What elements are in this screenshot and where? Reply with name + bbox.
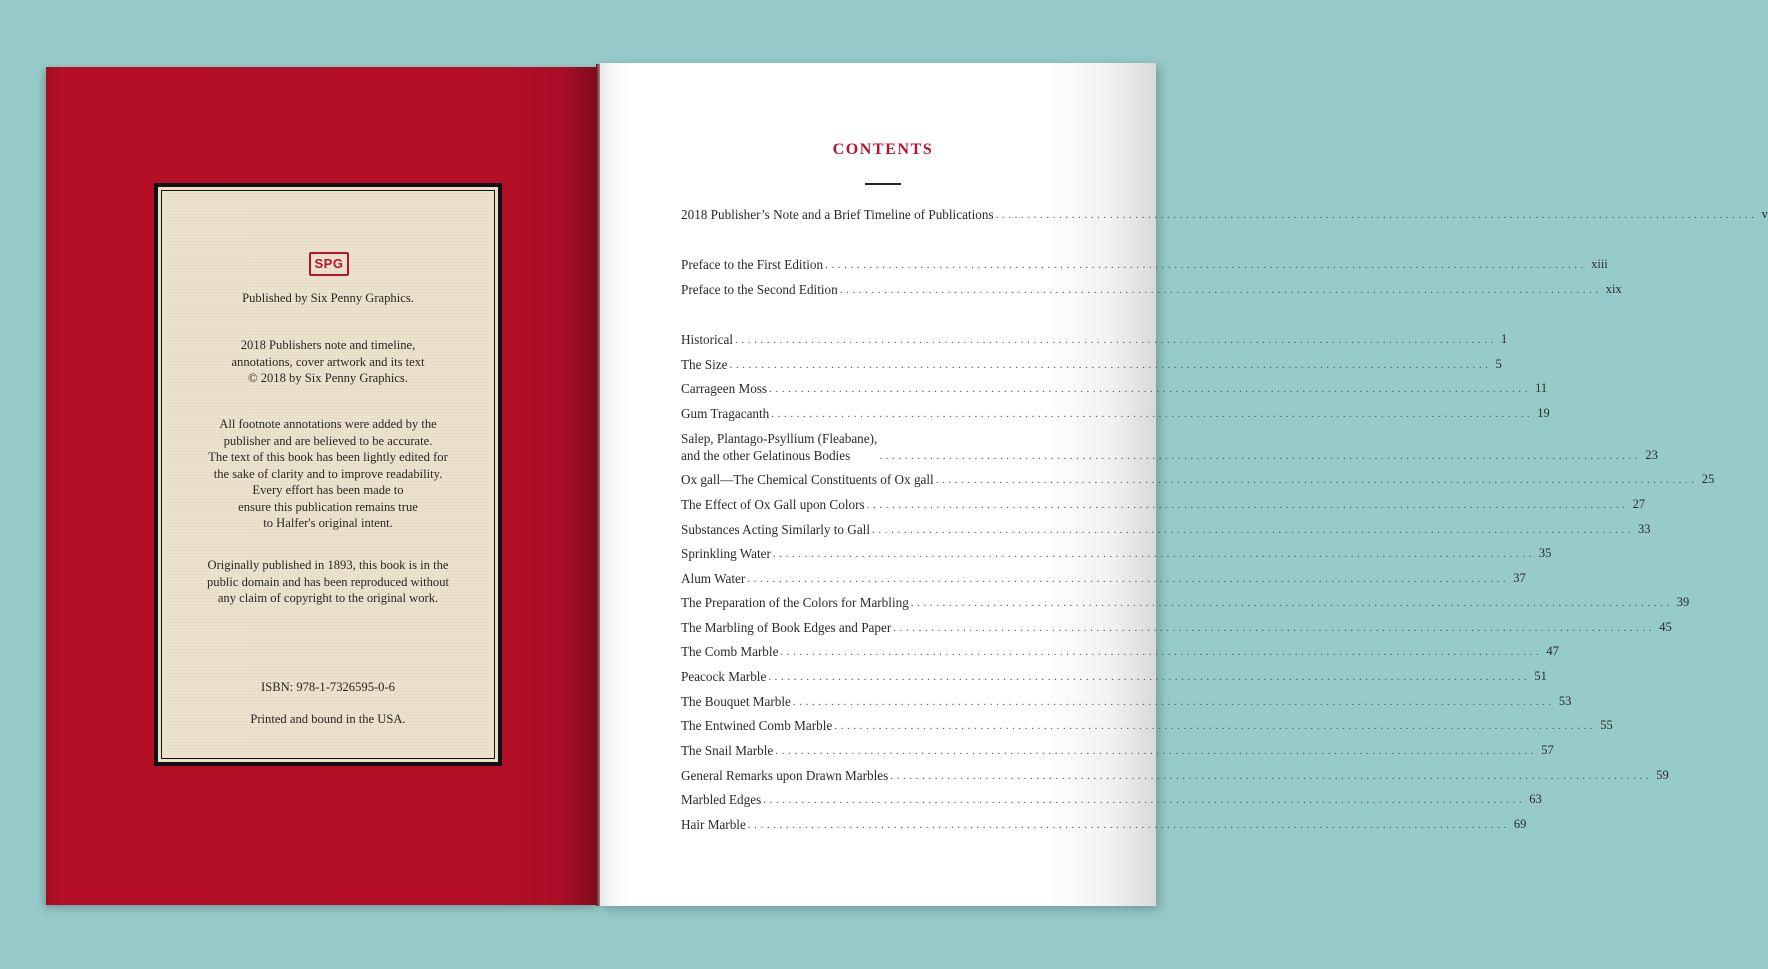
toc-entry xyxy=(681,742,1554,759)
toc-leader-dots: ........................................................................................................................ xyxy=(825,259,1588,271)
toc-entry xyxy=(681,496,1646,513)
toc-entry-title: Preface to the Second Edition xyxy=(681,282,838,297)
toc-entry-page: 19 xyxy=(1537,406,1550,420)
toc-leader-dots: ........................................................................................................................ xyxy=(771,408,1534,420)
public-domain-text: Originally published in 1893, this book is in the public domain and has been reproduced without any claim of copyright to the original work. xyxy=(206,558,449,605)
toc-leader-dots: ........................................................................................................................ xyxy=(890,770,1653,782)
toc-entry-page: xix xyxy=(1605,282,1622,296)
toc-entry xyxy=(681,206,1768,223)
toc-leader-dots: ........................................................................................................................ xyxy=(747,573,1510,585)
toc-leader-dots: ........................................................................................................................ xyxy=(763,794,1526,806)
toc-entry xyxy=(681,521,1651,538)
toc-entry-page: 27 xyxy=(1632,497,1646,511)
toc-entry xyxy=(681,693,1572,710)
toc-entry-title: Salep, Plantago-Psyllium (Fleabane), and the other Gelatinous Bodies xyxy=(681,431,878,463)
toc-leader-dots: ........................................................................................................................ xyxy=(775,745,1538,757)
toc-entry-page: xiii xyxy=(1591,257,1608,271)
isbn-text: ISBN: 978-1-7326595-0-6 xyxy=(261,680,395,694)
toc-entry-page: v xyxy=(1761,207,1768,221)
toc-entry xyxy=(681,430,1658,464)
toc-leader-dots: ........................................................................................................................ xyxy=(735,334,1498,346)
toc-entry-page: 59 xyxy=(1656,768,1669,782)
toc-entry xyxy=(681,545,1552,562)
toc-entry xyxy=(681,570,1526,587)
copyright-text: 2018 Publishers note and timeline, annotations, cover artwork and its text © 2018 by Six Penny Graphics. xyxy=(231,338,425,385)
toc-entry xyxy=(681,643,1559,660)
toc-leader-dots: ........................................................................................................................ xyxy=(935,474,1698,486)
toc-entry-title: Peacock Marble xyxy=(681,669,767,684)
toc-entry-title: Carrageen Moss xyxy=(681,381,768,396)
toc-leader-dots: ........................................................................................................................ xyxy=(747,819,1510,831)
toc-entry-page: 53 xyxy=(1558,694,1572,708)
toc-entry-page: 33 xyxy=(1638,522,1651,536)
toc-leader-dots: ........................................................................................................................ xyxy=(839,284,1602,296)
toc-entry-title: Marbled Edges xyxy=(681,792,762,807)
toc-entry-title: Alum Water xyxy=(681,571,746,586)
toc-entry-title: The Comb Marble xyxy=(681,644,779,659)
copyright-plate-frame xyxy=(154,183,502,766)
toc-entry-title: Preface to the First Edition xyxy=(681,257,824,272)
toc-entry-title: The Size xyxy=(681,357,728,372)
toc-entry-page: 5 xyxy=(1495,357,1502,371)
toc-entry xyxy=(681,816,1527,833)
toc-leader-dots: ........................................................................................................................ xyxy=(792,696,1555,708)
toc-entry-page: 63 xyxy=(1529,792,1542,806)
toc-entry-title: Sprinkling Water xyxy=(681,546,771,561)
toc-leader-dots: ........................................................................................................................ xyxy=(729,359,1492,371)
toc-entry xyxy=(681,256,1608,273)
toc-leader-dots: ........................................................................................................................ xyxy=(872,524,1635,536)
toc-leader-dots: ........................................................................................................................ xyxy=(772,548,1535,560)
toc-entry-page: 37 xyxy=(1513,571,1526,585)
toc-leader-dots: ........................................................................................................................ xyxy=(769,383,1532,395)
contents-heading: CONTENTS xyxy=(832,141,934,158)
toc-entry-title: The Bouquet Marble xyxy=(681,694,791,709)
toc-entry xyxy=(681,471,1715,488)
toc-entry-page: 25 xyxy=(1701,472,1715,486)
contents-page xyxy=(600,63,1768,906)
toc-entry xyxy=(681,619,1672,636)
toc-entry xyxy=(681,380,1548,397)
toc-entry-page: 47 xyxy=(1546,644,1559,658)
copyright-plate xyxy=(161,190,495,759)
printed-in-text: Printed and bound in the USA. xyxy=(250,712,406,726)
toc-entry-page: 35 xyxy=(1538,546,1552,560)
toc-entry-title: Substances Acting Similarly to Gall xyxy=(681,522,871,537)
toc-entry xyxy=(681,717,1613,734)
toc-entry xyxy=(681,331,1508,348)
toc-entry-title: The Effect of Ox Gall upon Colors xyxy=(681,497,865,512)
toc-leader-dots: ........................................................................................................................ xyxy=(910,597,1673,609)
toc-entry-title: General Remarks upon Drawn Marbles xyxy=(681,768,889,783)
toc-entry-page: 51 xyxy=(1534,669,1547,683)
toc-entry-title: The Snail Marble xyxy=(681,743,774,758)
toc-entry-title: Ox gall—The Chemical Constituents of Ox gall xyxy=(681,472,934,487)
toc-entry xyxy=(681,668,1547,685)
toc-entry-page: 69 xyxy=(1513,817,1527,831)
toc-entry-page: 23 xyxy=(1645,448,1658,462)
toc-leader-dots: ........................................................................................................................ xyxy=(780,646,1543,658)
toc-leader-dots: ........................................................................................................................ xyxy=(866,499,1629,511)
toc-leader-dots: ........................................................................................................................ xyxy=(768,671,1531,683)
toc-entry-title: Hair Marble xyxy=(681,817,746,832)
toc-entry-title: The Marbling of Book Edges and Paper xyxy=(681,620,892,635)
toc-entry xyxy=(681,791,1542,808)
publisher-logo: SPG xyxy=(309,252,349,276)
toc-entry xyxy=(681,767,1669,784)
toc-entry xyxy=(681,405,1550,422)
toc-leader-dots: ........................................................................................................................ xyxy=(879,450,1642,462)
toc-entry-page: 45 xyxy=(1659,620,1672,634)
toc-entry-title: The Entwined Comb Marble xyxy=(681,718,833,733)
toc-leader-dots: ........................................................................................................................ xyxy=(995,209,1758,221)
toc-entry-page: 57 xyxy=(1541,743,1554,757)
toc-entry xyxy=(681,594,1690,611)
toc-entry-page: 11 xyxy=(1535,381,1548,395)
toc-entry-title: 2018 Publisher’s Note and a Brief Timeline of Publications xyxy=(681,207,994,222)
heading-rule xyxy=(865,183,901,185)
copyright-page xyxy=(46,67,598,905)
toc-entry xyxy=(681,281,1622,298)
toc-leader-dots: ........................................................................................................................ xyxy=(834,720,1597,732)
toc-entry-page: 1 xyxy=(1501,332,1508,346)
published-by-text: Published by Six Penny Graphics. xyxy=(242,291,414,305)
toc-entry-page: 39 xyxy=(1676,595,1690,609)
annotations-notice-text: All footnote annotations were added by the publisher and are believed to be accurate. The text of this book has been lightly edited for the sake of clarity and to improve readability. Every effort has been made to ensure this publication remains true to Halfer's original intent. xyxy=(208,417,448,530)
toc-entry-title: Gum Tragacanth xyxy=(681,406,770,421)
toc-leader-dots: ........................................................................................................................ xyxy=(893,622,1656,634)
toc-entry-page: 55 xyxy=(1600,718,1613,732)
toc-entry-title: Historical xyxy=(681,332,734,347)
toc-entry xyxy=(681,356,1502,373)
toc-entry-title: The Preparation of the Colors for Marbling xyxy=(681,595,909,610)
